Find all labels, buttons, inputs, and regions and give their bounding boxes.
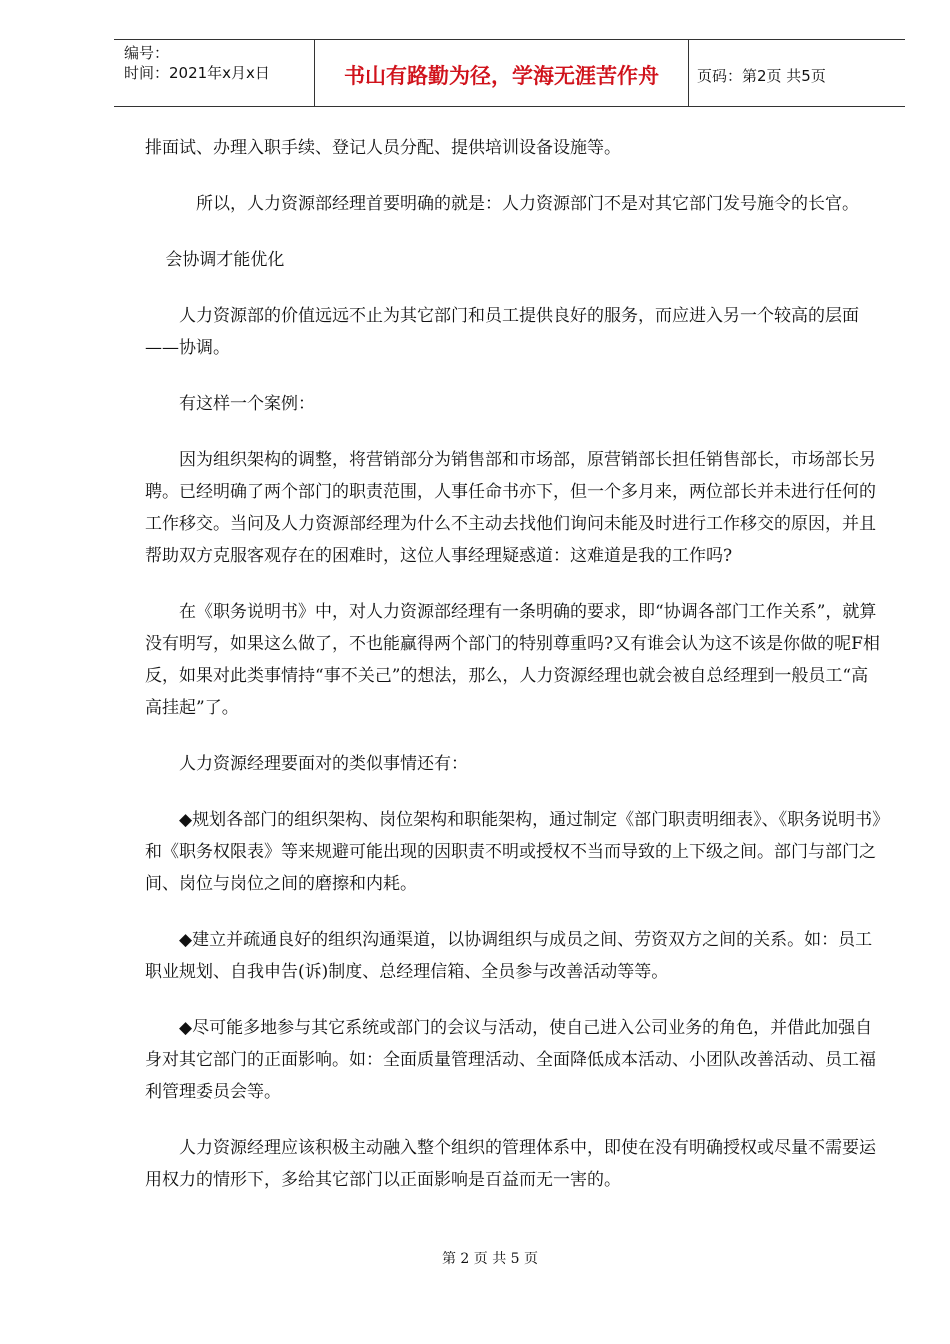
document-time-label: 时间：2021年x月x日 xyxy=(124,64,270,82)
page-footer: 第 2 页 共 5 页 xyxy=(441,1251,539,1267)
paragraph: 在《职务说明书》中，对人力资源部经理有一条明确的要求，即“协调各部门工作关系”，就算没有明写，如果这么做了，不也能赢得两个部门的特别尊重吗?又有谁会认为这不该是你做的呢F相反，如果对此类事情持“事不关己”的想法，那么，人力资源经理也就会被自总经理到一般员工“高高挂起”了。 xyxy=(145,602,880,718)
paragraph: 有这样一个案例： xyxy=(179,394,315,414)
paragraph: 人力资源经理要面对的类似事情还有： xyxy=(179,754,468,774)
section-heading: 会协调才能优化 xyxy=(165,250,285,270)
page-header xyxy=(114,39,905,107)
document-number-label: 编号： xyxy=(124,44,170,62)
paragraph: 人力资源经理应该积极主动融入整个组织的管理体系中，即使在没有明确授权或尽量不需要运用权力的情形下，多给其它部门以正面影响是百益而无一害的。 xyxy=(145,1138,876,1190)
bullet-item: ◆尽可能多地参与其它系统或部门的会议与活动，使自己进入公司业务的角色，并借此加强自身对其它部门的正面影响。如：全面质量管理活动、全面降低成本活动、小团队改善活动、员工福利管理委员会等。 xyxy=(145,1018,876,1102)
document-body xyxy=(145,132,885,1220)
header-page-number: 页码：第2页 共5页 xyxy=(697,66,826,85)
bullet-item: ◆规划各部门的组织架构、岗位架构和职能架构，通过制定《部门职责明细表》、《职务说明书》和《职务权限表》等来规避可能出现的因职责不明或授权不当而导致的上下级之间。部门与部门之间、岗位与岗位之间的磨擦和内耗。 xyxy=(145,810,881,894)
paragraph: 所以，人力资源部经理首要明确的就是：人力资源部门不是对其它部门发号施令的长官。 xyxy=(196,194,859,214)
paragraph: 因为组织架构的调整，将营销部分为销售部和市场部，原营销部长担任销售部长，市场部长另聘。已经明确了两个部门的职责范围，人事任命书亦下，但一个多月来，两位部长并未进行任何的工作移交。当问及人力资源部经理为什么不主动去找他们询问未能及时进行工作移交的原因，并且帮助双方克服客观存在的困难时，这位人事经理疑惑道：这难道是我的工作吗? xyxy=(145,450,876,566)
header-motto: 书山有路勤为径，学海无涯苦作舟 xyxy=(315,40,689,106)
bullet-item: ◆建立并疏通良好的组织沟通渠道，以协调组织与成员之间、劳资双方之间的关系。如：员工职业规划、自我申告(诉)制度、总经理信箱、全员参与改善活动等等。 xyxy=(145,930,873,982)
header-meta xyxy=(114,40,315,106)
paragraph: 人力资源部的价值远远不止为其它部门和员工提供良好的服务，而应进入另一个较高的层面——协调。 xyxy=(145,306,859,358)
paragraph: 排面试、办理入职手续、登记人员分配、提供培训设备设施等。 xyxy=(145,138,621,158)
